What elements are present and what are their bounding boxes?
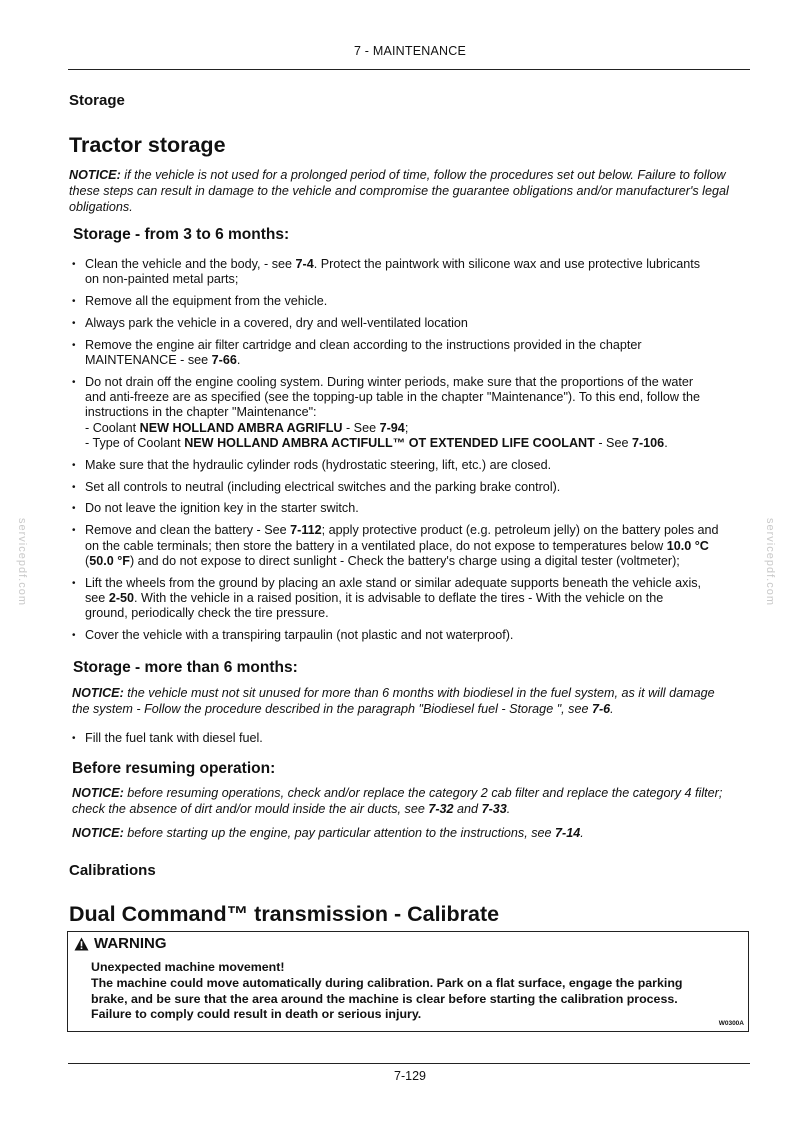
list-item: • Fill the fuel tank with diesel fuel. xyxy=(72,731,752,746)
storage-more-6-title: Storage - more than 6 months: xyxy=(73,659,298,676)
watermark-right: servicepdf.com xyxy=(763,518,776,606)
footer-rule xyxy=(68,1063,750,1064)
list-item: • Always park the vehicle in a covered, dry and well-ventilated location xyxy=(72,316,752,331)
notice-text: if the vehicle is not used for a prolonged period of time, follow the procedures set out below. Failure to follow xyxy=(124,168,726,182)
page-number: 7-129 xyxy=(394,1069,426,1083)
warning-title xyxy=(74,935,167,952)
notice-text: obligations. xyxy=(69,199,133,214)
page-ref: 7-32 xyxy=(428,801,454,816)
tractor-storage-notice xyxy=(69,168,759,215)
notice-label: NOTICE: xyxy=(69,168,121,182)
running-header: 7 - MAINTENANCE xyxy=(353,44,467,58)
list-item: • Make sure that the hydraulic cylinder rods (hydrostatic steering, lift, etc.) are closed. xyxy=(72,458,752,473)
list-item: • Do not drain off the engine cooling system. During winter periods, make sure that the proportions of the water and anti-freeze are as specified (see the topping-up table in the chapter "Maintenance"). To this end, follow the instructions in the chapter "Maintenance": - Coolant NEW HOLLAND AMBRA AGRIFLU - See 7-94; - Type of Coolant NEW HOLLAND AMBRA ACTIFULL™ OT EXTENDED LIFE COOLANT - See 7-106. xyxy=(72,375,752,451)
watermark-left: servicepdf.com xyxy=(15,518,28,606)
header-rule xyxy=(68,69,750,70)
warning-text: The machine could move automatically during calibration. Park on a flat surface, engage the parking xyxy=(91,975,683,990)
coolant-name: NEW HOLLAND AMBRA AGRIFLU xyxy=(139,420,343,435)
notice-label: NOTICE: xyxy=(72,786,124,800)
storage-more-6-list xyxy=(72,731,752,753)
before-resuming-title: Before resuming operation: xyxy=(72,760,276,777)
warning-code: W0300A xyxy=(718,1020,744,1027)
page-ref: 7-33 xyxy=(481,801,507,816)
page-ref: 7-106 xyxy=(631,435,665,450)
warning-triangle-icon xyxy=(74,937,89,951)
page-ref: 7-112 xyxy=(290,523,322,538)
list-item: • Do not leave the ignition key in the starter switch. xyxy=(72,501,752,516)
warning-label: WARNING xyxy=(94,935,167,952)
dual-command-title: Dual Command™ transmission - Calibrate xyxy=(69,902,500,926)
storage-heading: Storage xyxy=(69,92,125,109)
page-ref: 7-6 xyxy=(591,701,611,716)
warning-text: brake, and be sure that the area around the machine is clear before starting the calibration process. xyxy=(91,991,678,1006)
notice-label: NOTICE: xyxy=(72,826,124,840)
warning-body xyxy=(91,960,741,1023)
before-resuming-notice-2: NOTICE: before starting up the engine, pay particular attention to the instructions, see 7-14. xyxy=(72,826,584,840)
coolant-name: NEW HOLLAND AMBRA ACTIFULL™ OT EXTENDED LIFE COOLANT xyxy=(184,435,595,450)
page-ref: 7-94 xyxy=(379,420,405,435)
warning-text: Failure to comply could result in death or serious injury. xyxy=(91,1007,422,1022)
storage-3-6-title: Storage - from 3 to 6 months: xyxy=(73,226,290,243)
warning-box xyxy=(67,931,749,1032)
list-item: • Clean the vehicle and the body, - see 7-4. Protect the paintwork with silicone wax and use protective lubricants on non-painted metal parts; xyxy=(72,257,752,287)
before-resuming-notice-1: NOTICE: before resuming operations, check and/or replace the category 2 cab filter and replace the category 4 filter; check the absence of dirt and/or mould inside the air ducts, see 7-32 and 7-33. xyxy=(72,786,723,816)
notice-label: NOTICE: xyxy=(72,686,124,700)
warning-text: Unexpected machine movement! xyxy=(91,960,285,974)
list-item: • Cover the vehicle with a transpiring tarpaulin (not plastic and not waterproof). xyxy=(72,628,752,643)
page-ref: 7-14 xyxy=(555,826,581,840)
list-item: • Remove and clean the battery - See 7-112; apply protective product (e.g. petroleum jelly) on the battery poles and on the cable terminals; then store the battery in a ventilated place, do not expose to temperatures below 10.0 °C (50.0 °F) and do not expose to direct sunlight - Check the battery's charge using a digital tester (voltmeter); xyxy=(72,523,752,569)
list-item: • Lift the wheels from the ground by placing an axle stand or similar adequate supports beneath the vehicle axis, see 2-50. With the vehicle in a raised position, it is advisable to deflate the tires - With the vehicle on the ground, periodically check the tire pressure. xyxy=(72,576,752,622)
storage-more-6-notice: NOTICE: the vehicle must not sit unused for more than 6 months with biodiesel in the fuel system, as it will damage the system - Follow the procedure described in the paragraph "Biodiesel fuel - Storage ", see 7-6. xyxy=(72,686,715,716)
temperature-f: 50.0 °F xyxy=(89,553,130,568)
list-item: • Remove all the equipment from the vehicle. xyxy=(72,294,752,309)
page-ref: 7-66 xyxy=(211,353,237,368)
page-ref: 2-50 xyxy=(108,590,135,605)
list-item: • Remove the engine air filter cartridge and clean according to the instructions provided in the chapter MAINTENANCE - see 7-66. xyxy=(72,338,752,368)
tractor-storage-title: Tractor storage xyxy=(69,133,226,157)
storage-3-6-list xyxy=(72,257,752,650)
list-item: • Set all controls to neutral (including electrical switches and the parking brake control). xyxy=(72,480,752,495)
page-ref: 7-4 xyxy=(295,257,314,271)
notice-text: these steps can result in damage to the vehicle and compromise the guarantee obligations and/or manufacturer's legal xyxy=(69,183,729,198)
temperature-c: 10.0 °C xyxy=(666,538,709,553)
calibrations-heading: Calibrations xyxy=(69,862,156,879)
